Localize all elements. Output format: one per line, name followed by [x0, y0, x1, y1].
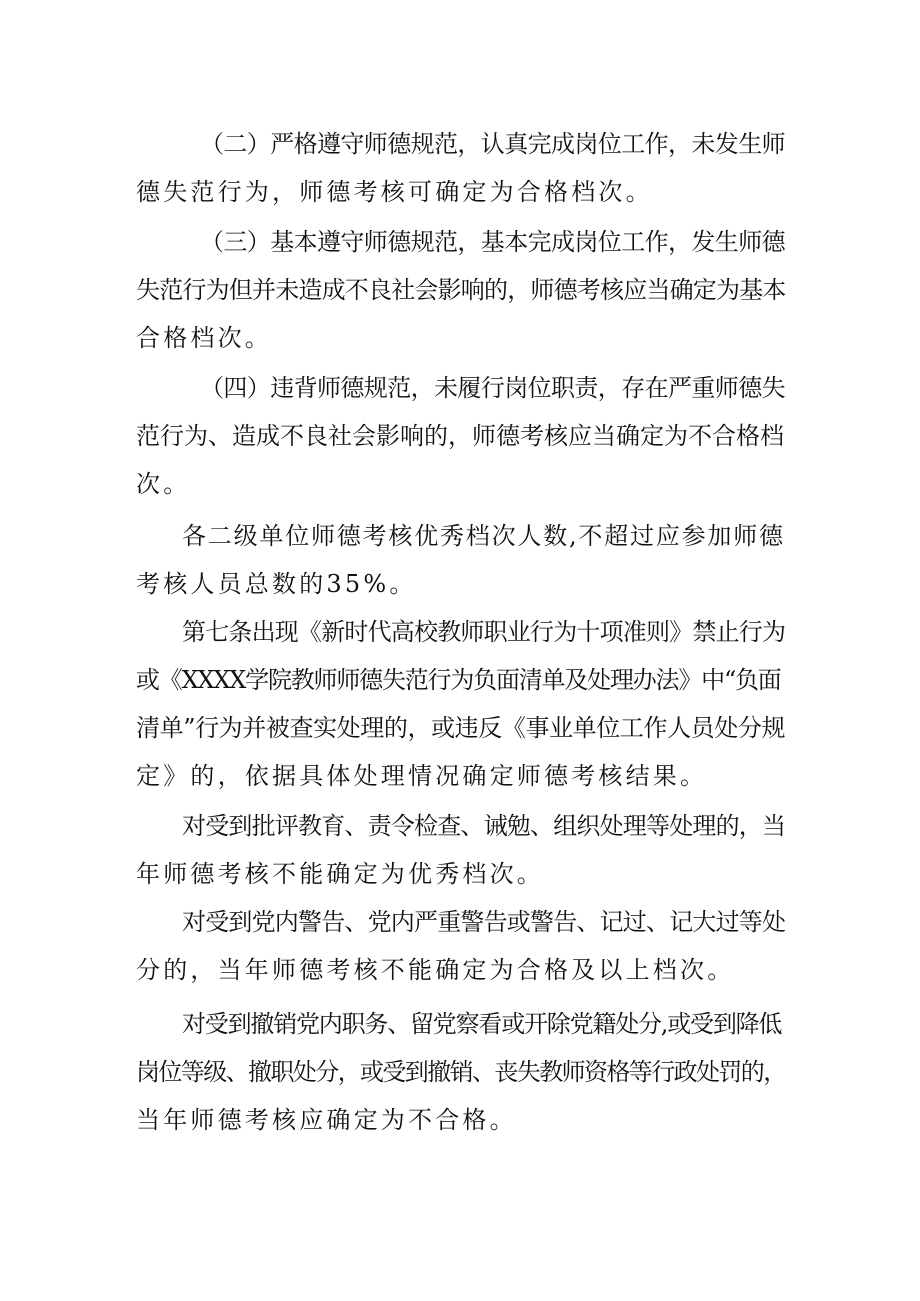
text-line: 当年师德考核应确定为不合格。: [136, 1106, 517, 1134]
text-line: 德失范行为，师德考核可确定为合格档次。: [136, 178, 653, 206]
paragraph-item-4: [136, 364, 786, 508]
text-line: 岗位等级、撤职处分，或受到撤销、丧失教师资格等行政处罚的，: [136, 1058, 786, 1086]
text-line: 次。: [136, 470, 191, 498]
text-line: 清单”行为并被查实处理的，或违反《事业单位工作人员处分规: [136, 714, 786, 742]
text-line: 定》的，依据具体处理情况确定师德考核结果。: [136, 762, 708, 790]
paragraph-warning: [136, 898, 786, 994]
text-line: （四）违背师德规范，未履行岗位职责，存在严重师德失: [200, 374, 785, 402]
text-line: 对受到党内警告、党内严重警告或警告、记过、记大过等处: [182, 908, 786, 936]
text-line: （二）严格遵守师德规范，认真完成岗位工作，未发生师: [200, 130, 785, 158]
text-line: 或《XXXX学院教师师德失范行为负面清单及处理办法》中“负面: [136, 666, 781, 694]
text-line: （三）基本遵守师德规范，基本完成岗位工作，发生师德: [200, 228, 785, 256]
text-line: 对受到撤销党内职务、留党察看或开除党籍处分,或受到降低: [182, 1010, 782, 1038]
text-line: 各二级单位师德考核优秀档次人数,不超过应参加师德: [182, 522, 785, 550]
text-line: 范行为、造成不良社会影响的，师德考核应当确定为不合格档: [136, 422, 784, 450]
text-line: 对受到批评教育、责令检查、诫勉、组织处理等处理的，当: [182, 812, 786, 840]
paragraph-revocation: [136, 1000, 786, 1144]
paragraph-item-3: [136, 218, 786, 362]
text-line: 分的，当年师德考核不能确定为合格及以上档次。: [136, 956, 735, 984]
text-line: 年师德考核不能确定为优秀档次。: [136, 860, 544, 888]
paragraph-item-2: [136, 120, 786, 216]
paragraph-criticism: [136, 802, 786, 898]
text-line: 失范行为但并未造成不良社会影响的，师德考核应当确定为基本: [136, 276, 786, 304]
paragraph-article-7: [136, 608, 786, 800]
text-line: 第七条出现《新时代高校教师职业行为十项准则》禁止行为: [182, 618, 786, 646]
paragraph-quota: [136, 512, 786, 608]
text-line: 合格档次。: [136, 324, 272, 352]
text-line: 考核人员总数的35%。: [136, 570, 417, 598]
